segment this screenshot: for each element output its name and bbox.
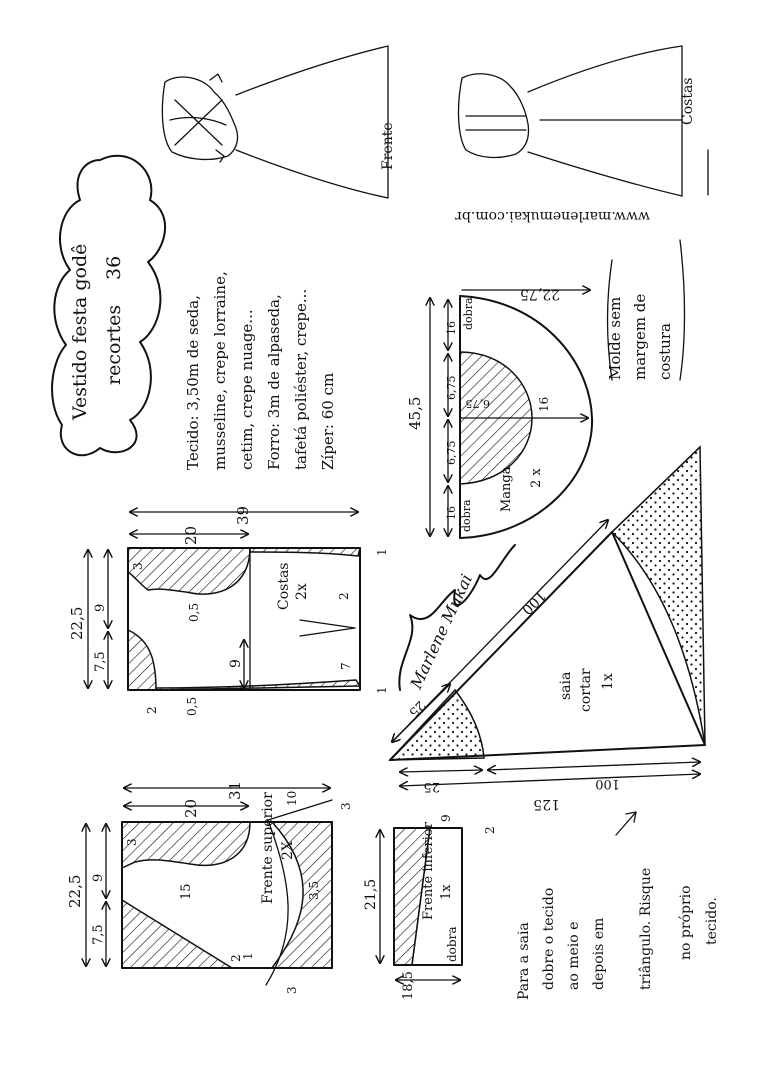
sleeve-name: Manga — [499, 466, 514, 512]
skirt-count: 1x — [600, 673, 616, 690]
sleeve-fold-bottom: dobra — [460, 499, 473, 532]
front-upper-count: 2X — [280, 841, 296, 860]
skirt-note-line5: triângulo. Risque — [638, 867, 654, 990]
signature — [399, 545, 515, 693]
back-mark-7: 2 — [145, 706, 159, 714]
back-mark-9: 1 — [375, 686, 389, 694]
front-upper-mark-5: 3,5 — [307, 880, 321, 900]
sleeve-width-label: 45,5 — [406, 396, 424, 430]
back-mark-8: 1 — [375, 548, 389, 556]
back-mark-3: 2 — [337, 592, 351, 600]
front-upper-piece — [86, 788, 332, 985]
front-upper-mark-8: 3 — [285, 986, 299, 994]
back-mark-5: 7 — [339, 662, 353, 670]
front-lower-height-label: 21,5 — [363, 878, 379, 910]
seam-note-line2: margem de — [631, 293, 649, 380]
materials-list — [184, 271, 337, 470]
front-lower-width-label: 18,5 — [401, 971, 416, 1000]
front-upper-mark-3: 10 — [285, 790, 299, 806]
sleeve-seg-2-label: 6,75 — [445, 440, 458, 465]
back-height-label: 22,5 — [68, 606, 86, 640]
skirt-note-line3: ao meio e — [566, 921, 582, 990]
front-upper-mark-2: 15 — [179, 883, 194, 900]
website-text: www.marlenemukai.com.br — [455, 208, 650, 224]
materials-line-1: Tecido: 3,50m de seda, — [184, 295, 202, 470]
sleeve-seg-4-label: 16 — [445, 321, 458, 335]
materials-line-2: musseline, crepe lorraine, — [211, 271, 229, 470]
front-lower-name: Frente inferior — [421, 822, 436, 920]
title-line2: recortes — [103, 304, 125, 385]
sleeve-count: 2 x — [529, 468, 544, 488]
back-width-label: 39 — [234, 505, 252, 525]
front-upper-mark-1: 3 — [125, 838, 139, 846]
back-mark-4: 9 — [228, 659, 244, 668]
title-line1: Vestido festa godê — [69, 243, 91, 420]
skirt-note-line4: depois em — [591, 917, 607, 990]
front-upper-mark-6: 1 — [241, 952, 255, 960]
skirt-note-line7: tecido. — [704, 897, 720, 945]
back-mark-1: 3 — [131, 562, 145, 570]
skirt-base-outer-label: 100 — [595, 776, 620, 791]
skirt-note — [616, 812, 636, 835]
sleeve-depth-label: 16 — [537, 396, 551, 412]
front-upper-mark-4: 3 — [339, 802, 353, 810]
signature-text: Marlene Mukai — [406, 571, 477, 692]
skirt-base-inner-label: 25 — [423, 779, 440, 794]
title-number: 36 — [103, 255, 125, 280]
front-upper-upper-label: 9 — [91, 873, 106, 882]
back-mark-2: 0,5 — [187, 602, 201, 622]
skirt-inner-label: 25 — [405, 697, 428, 720]
materials-line-3: cetim, crepe nuage... — [238, 309, 256, 470]
sleeve-radius-label: 22,75 — [519, 286, 560, 302]
skirt-action: cortar — [578, 668, 594, 712]
back-upper-label: 9 — [93, 603, 108, 612]
materials-line-6: Zíper: 60 cm — [319, 372, 337, 470]
materials-line-5: tafetá poliéster, crepe... — [292, 288, 310, 470]
skirt-note-line6: no próprio — [678, 885, 694, 960]
skirt-note-line2: dobre o tecido — [541, 887, 557, 990]
front-upper-top-label: 20 — [182, 798, 200, 818]
skirt-note-line1: Para a saia — [516, 922, 532, 1000]
sleeve-fold-top: dobra — [462, 297, 475, 330]
materials-line-4: Forro: 3m de alpaseda, — [265, 294, 283, 470]
sleeve-mid-label: 6,75 — [465, 397, 490, 410]
dress-front-sketch — [162, 46, 388, 198]
front-lower-mark-2: 2 — [483, 826, 497, 834]
front-lower-mark-1: 9 — [439, 814, 453, 822]
front-upper-height-label: 22,5 — [66, 874, 84, 908]
back-mark-6: 0,5 — [185, 696, 199, 716]
front-upper-armhole-label: 7,5 — [91, 924, 106, 945]
back-count: 2x — [294, 583, 310, 600]
dress-back-sketch — [459, 46, 708, 196]
front-lower-fold: dobra — [445, 926, 459, 962]
seam-note-line1: Molde sem — [606, 296, 624, 380]
back-piece — [88, 512, 360, 690]
front-upper-width-label: 31 — [226, 780, 244, 800]
back-name: Costas — [276, 562, 292, 610]
back-top-label: 20 — [182, 525, 200, 545]
skirt-name: saia — [558, 671, 574, 700]
sketch-front-label: Frente — [380, 122, 396, 170]
front-upper-mark-7: 2 — [229, 954, 243, 962]
skirt-base-label: 125 — [533, 796, 560, 812]
sleeve-seg-1-label: 16 — [445, 506, 458, 520]
sketch-back-label: Costas — [680, 77, 696, 125]
back-armhole-label: 7,5 — [93, 651, 108, 672]
seam-note-line3: costura — [656, 323, 674, 380]
skirt-radius-label: 100 — [518, 587, 549, 618]
front-lower-count: 1x — [439, 884, 454, 900]
front-upper-name: Frente superior — [260, 792, 276, 904]
sleeve-seg-3-label: 6,75 — [445, 375, 458, 400]
